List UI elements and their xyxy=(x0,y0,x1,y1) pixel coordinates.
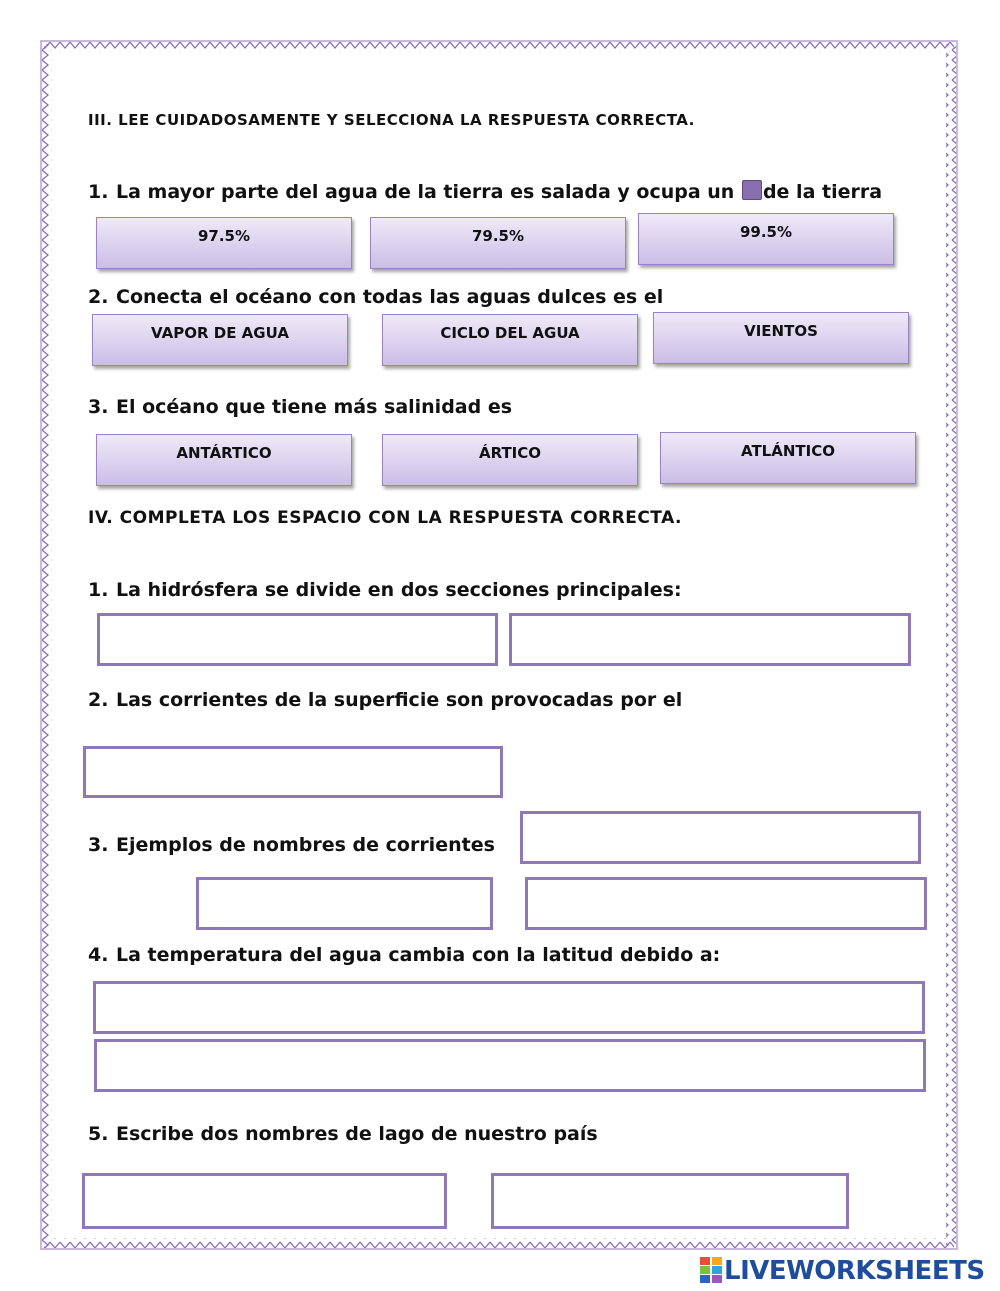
section-4-title: IV. COMPLETA LOS ESPACIO CON LA RESPUESTA CORRECTA. xyxy=(88,508,682,528)
question-text-after: de la tierra xyxy=(762,181,883,203)
answer-input-temperatura-1[interactable] xyxy=(93,981,925,1034)
option-artico[interactable]: ÁRTICO xyxy=(382,434,638,486)
question-number: 5. xyxy=(88,1123,109,1145)
question-4-1 xyxy=(88,579,682,601)
answer-input-corriente-2[interactable] xyxy=(196,877,493,930)
question-number: 4. xyxy=(88,944,109,966)
question-4-3 xyxy=(88,834,495,856)
option-79-5[interactable]: 79.5% xyxy=(370,217,626,269)
answer-input-lago-1[interactable] xyxy=(82,1173,447,1229)
question-number: 3. xyxy=(88,834,109,856)
answer-input-lago-2[interactable] xyxy=(491,1173,849,1229)
option-99-5[interactable]: 99.5% xyxy=(638,213,894,265)
question-text: Escribe dos nombres de lago de nuestro país xyxy=(116,1123,598,1145)
question-number: 3. xyxy=(88,396,109,418)
question-3-3 xyxy=(88,396,512,418)
logo-text: LIVEWORKSHEETS xyxy=(724,1256,985,1286)
option-ciclo-del-agua[interactable]: CICLO DEL AGUA xyxy=(382,314,638,366)
option-antartico[interactable]: ANTÁRTICO xyxy=(96,434,352,486)
question-3-1 xyxy=(88,180,882,203)
option-atlantico[interactable]: ATLÁNTICO xyxy=(660,432,916,484)
question-text: La temperatura del agua cambia con la latitud debido a: xyxy=(116,944,721,966)
liveworksheets-logo xyxy=(700,1256,985,1286)
answer-drop-box[interactable] xyxy=(742,180,762,200)
question-text: Conecta el océano con todas las aguas dulces es el xyxy=(116,286,664,308)
question-4-5 xyxy=(88,1123,598,1145)
question-4-2 xyxy=(88,689,682,711)
option-vientos[interactable]: VIENTOS xyxy=(653,312,909,364)
answer-input-temperatura-2[interactable] xyxy=(94,1039,926,1092)
liveworksheets-logo-icon xyxy=(700,1257,722,1283)
question-4-4 xyxy=(88,944,720,966)
section-3-title: III. LEE CUIDADOSAMENTE Y SELECCIONA LA RESPUESTA CORRECTA. xyxy=(88,111,695,129)
question-number: 2. xyxy=(88,689,109,711)
answer-input-corriente-3[interactable] xyxy=(525,877,927,930)
question-number: 1. xyxy=(88,579,109,601)
answer-input-corrientes-causa[interactable] xyxy=(83,746,503,798)
question-text: La mayor parte del agua de la tierra es salada y ocupa un xyxy=(116,181,735,203)
question-text: La hidrósfera se divide en dos secciones principales: xyxy=(116,579,682,601)
option-vapor-de-agua[interactable]: VAPOR DE AGUA xyxy=(92,314,348,366)
question-number: 1. xyxy=(88,181,109,203)
question-3-2 xyxy=(88,286,663,308)
question-number: 2. xyxy=(88,286,109,308)
question-text: Las corrientes de la superficie son provocadas por el xyxy=(116,689,683,711)
question-text: Ejemplos de nombres de corrientes xyxy=(116,834,495,856)
option-97-5[interactable]: 97.5% xyxy=(96,217,352,269)
question-text: El océano que tiene más salinidad es xyxy=(116,396,513,418)
answer-input-hidrosfera-2[interactable] xyxy=(509,613,911,666)
answer-input-hidrosfera-1[interactable] xyxy=(97,613,498,666)
answer-input-corriente-1[interactable] xyxy=(520,811,921,864)
